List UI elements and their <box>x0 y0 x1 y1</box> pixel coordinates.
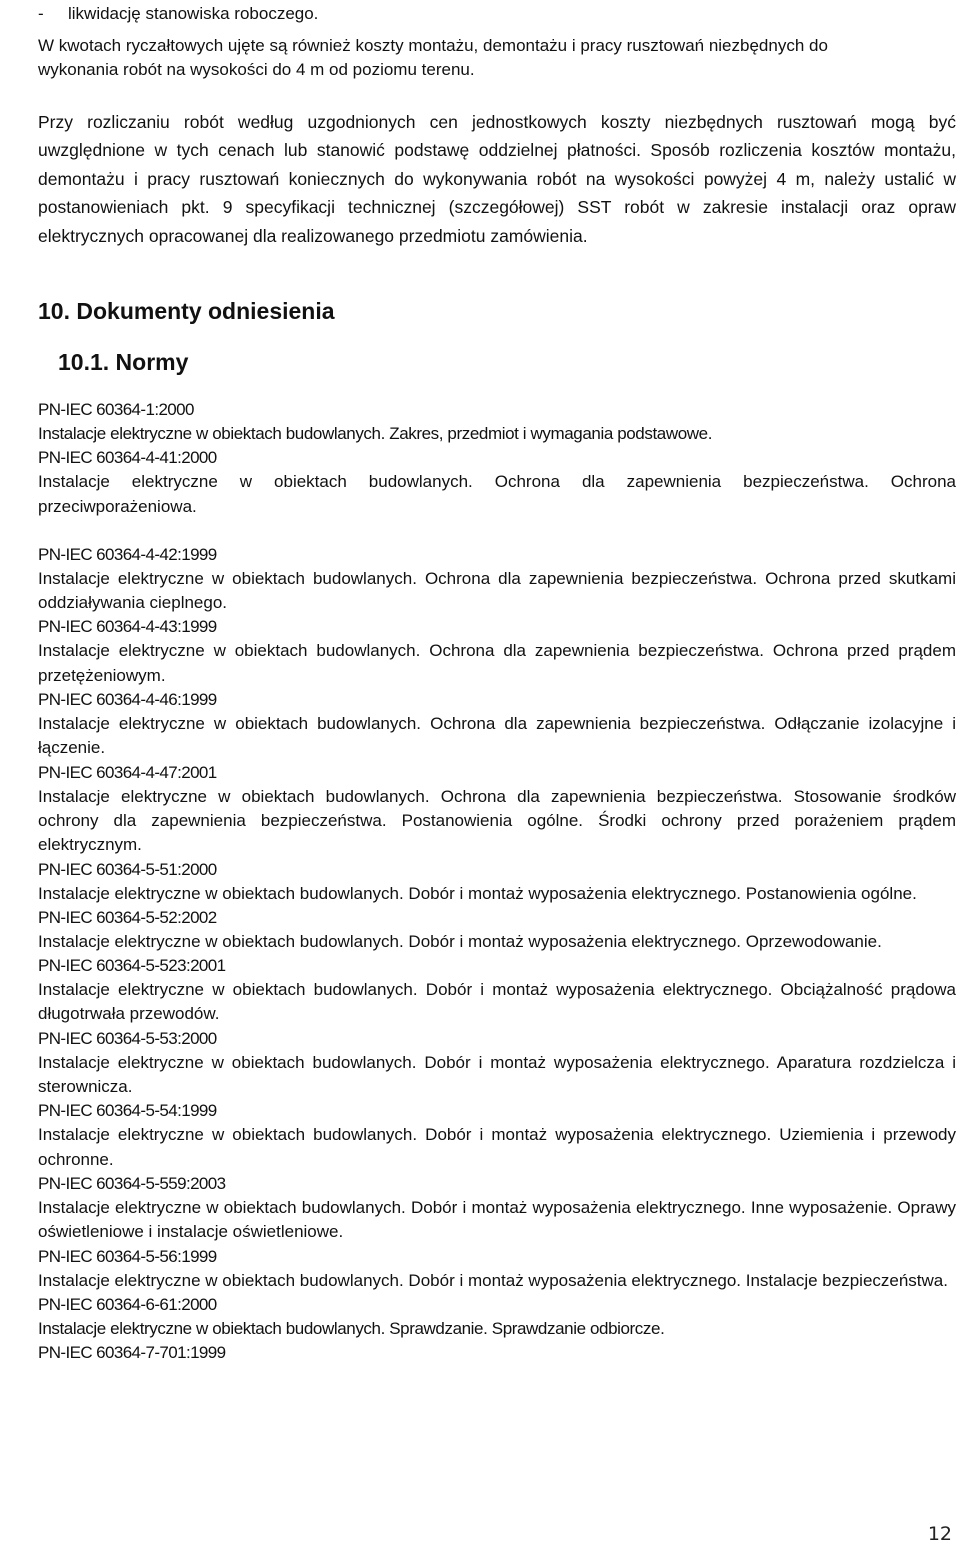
paragraph-line: wykonania robót na wysokości do 4 m od poziomu terenu. <box>38 60 475 79</box>
scaffolding-paragraph <box>38 34 956 82</box>
norm-code: PN-IEC 60364-5-54:1999 <box>38 1101 217 1121</box>
bullet-item <box>38 2 318 26</box>
norm-description: Instalacje elektryczne w obiektach budowlanych. Dobór i montaż wyposażenia elektrycznego. Inne wyposażenie. Oprawy oświetleniowe i instalacje oświetleniowe. <box>38 1197 956 1242</box>
norm-code: PN-IEC 60364-1:2000 <box>38 400 194 419</box>
norm-description: Instalacje elektryczne w obiektach budowlanych. Ochrona dla zapewnienia bezpieczeństwa. Ochrona przed prądem przetężeniowym. <box>38 641 956 685</box>
page-number: 12 <box>927 1523 952 1545</box>
norm-code: PN-IEC 60364-7-701:1999 <box>38 1343 226 1363</box>
norm-item <box>38 1245 956 1293</box>
norm-item <box>38 688 956 761</box>
subsection-heading: 10.1. Normy <box>58 349 189 375</box>
norm-item <box>38 1027 956 1100</box>
norm-code: PN-IEC 60364-4-42:1999 <box>38 544 217 564</box>
norm-code: PN-IEC 60364-5-559:2003 <box>38 1173 226 1193</box>
norm-description: Instalacje elektryczne w obiektach budowlanych. Dobór i montaż wyposażenia elektrycznego. Instalacje bezpieczeństwa. <box>38 1270 948 1290</box>
norm-code: PN-IEC 60364-5-52:2002 <box>38 907 217 927</box>
norm-description: Instalacje elektryczne w obiektach budowlanych. Ochrona dla zapewnienia bezpieczeństwa. Ochrona przeciwporażeniowa. <box>38 472 956 516</box>
paragraph-line: W kwotach ryczałtowych ujęte są również koszty montażu, demontażu i pracy rusztowań niezbędnych do <box>38 36 828 55</box>
norm-description: Instalacje elektryczne w obiektach budowlanych. Dobór i montaż wyposażenia elektrycznego. Obciążalność prądowa długotrwała przewodów. <box>38 980 956 1024</box>
norm-item <box>38 446 956 519</box>
bullet-text: likwidację stanowiska roboczego. <box>68 4 319 23</box>
norms-list <box>38 398 956 1365</box>
norm-description: Instalacje elektryczne w obiektach budowlanych. Ochrona dla zapewnienia bezpieczeństwa. Odłączanie izolacyjne i łączenie. <box>38 714 956 758</box>
norm-item <box>38 1172 956 1245</box>
norm-item <box>38 543 956 616</box>
norm-code: PN-IEC 60364-5-53:2000 <box>38 1028 217 1048</box>
norm-code: PN-IEC 60364-4-46:1999 <box>38 690 217 710</box>
norm-item <box>38 858 956 906</box>
norm-description: Instalacje elektryczne w obiektach budowlanych. Sprawdzanie. Sprawdzanie odbiorcze. <box>38 1318 665 1338</box>
norm-description: Instalacje elektryczne w obiektach budowlanych. Zakres, przedmiot i wymagania podstawowe. <box>38 424 713 443</box>
norm-code: PN-IEC 60364-4-41:2000 <box>38 448 217 468</box>
norm-description: Instalacje elektryczne w obiektach budowlanych. Ochrona dla zapewnienia bezpieczeństwa. Ochrona przed skutkami oddziaływania cieplnego. <box>38 568 956 613</box>
norm-description: Instalacje elektryczne w obiektach budowlanych. Dobór i montaż wyposażenia elektrycznego. Oprzewodowanie. <box>38 931 882 951</box>
norm-item <box>38 906 956 954</box>
norm-code: PN-IEC 60364-5-56:1999 <box>38 1246 217 1266</box>
norm-description: Instalacje elektryczne w obiektach budowlanych. Ochrona dla zapewnienia bezpieczeństwa. Stosowanie środków ochrony dla zapewnienia bezpieczeństwa. Postanowienia ogólne. Środki ochrony przed porażeniem prądem elektrycznym. <box>38 786 956 855</box>
norm-description: Instalacje elektryczne w obiektach budowlanych. Dobór i montaż wyposażenia elektrycznego. Uziemienia i przewody ochronne. <box>38 1125 956 1169</box>
norm-item <box>38 954 956 1027</box>
settlement-paragraph: Przy rozliczaniu robót według uzgodnionych cen jednostkowych koszty niezbędnych rusztowań mogą być uwzględnione w tych cenach lub stanowić podstawę oddzielnej płatności. Sposób rozliczenia kosztów montażu, demontażu i pracy rusztowań koniecznych do wykonywania robót na wysokości powyżej 4 m, należy ustalić w postanowieniach pkt. 9 specyfikacji technicznej (szczegółowej) SST robót w zakresie instalacji oraz opraw elektrycznych opracowanej dla realizowanego przedmiotu zamówienia. <box>38 112 956 246</box>
section-heading: 10. Dokumenty odniesienia <box>38 298 335 324</box>
norm-item <box>38 1293 956 1341</box>
norm-code: PN-IEC 60364-5-523:2001 <box>38 956 226 976</box>
norm-code: PN-IEC 60364-5-51:2000 <box>38 859 217 879</box>
norm-item <box>38 398 956 446</box>
norm-description: Instalacje elektryczne w obiektach budowlanych. Dobór i montaż wyposażenia elektrycznego. Aparatura rozdzielcza i sterownicza. <box>38 1052 956 1097</box>
norm-item <box>38 615 956 688</box>
norm-item <box>38 1341 956 1365</box>
norm-code: PN-IEC 60364-4-47:2001 <box>38 762 217 782</box>
norm-item <box>38 761 956 858</box>
bullet-dash: - <box>38 4 44 23</box>
norm-code: PN-IEC 60364-4-43:1999 <box>38 617 217 637</box>
norm-description: Instalacje elektryczne w obiektach budowlanych. Dobór i montaż wyposażenia elektrycznego. Postanowienia ogólne. <box>38 883 917 903</box>
norm-code: PN-IEC 60364-6-61:2000 <box>38 1294 217 1314</box>
norm-item <box>38 1099 956 1172</box>
